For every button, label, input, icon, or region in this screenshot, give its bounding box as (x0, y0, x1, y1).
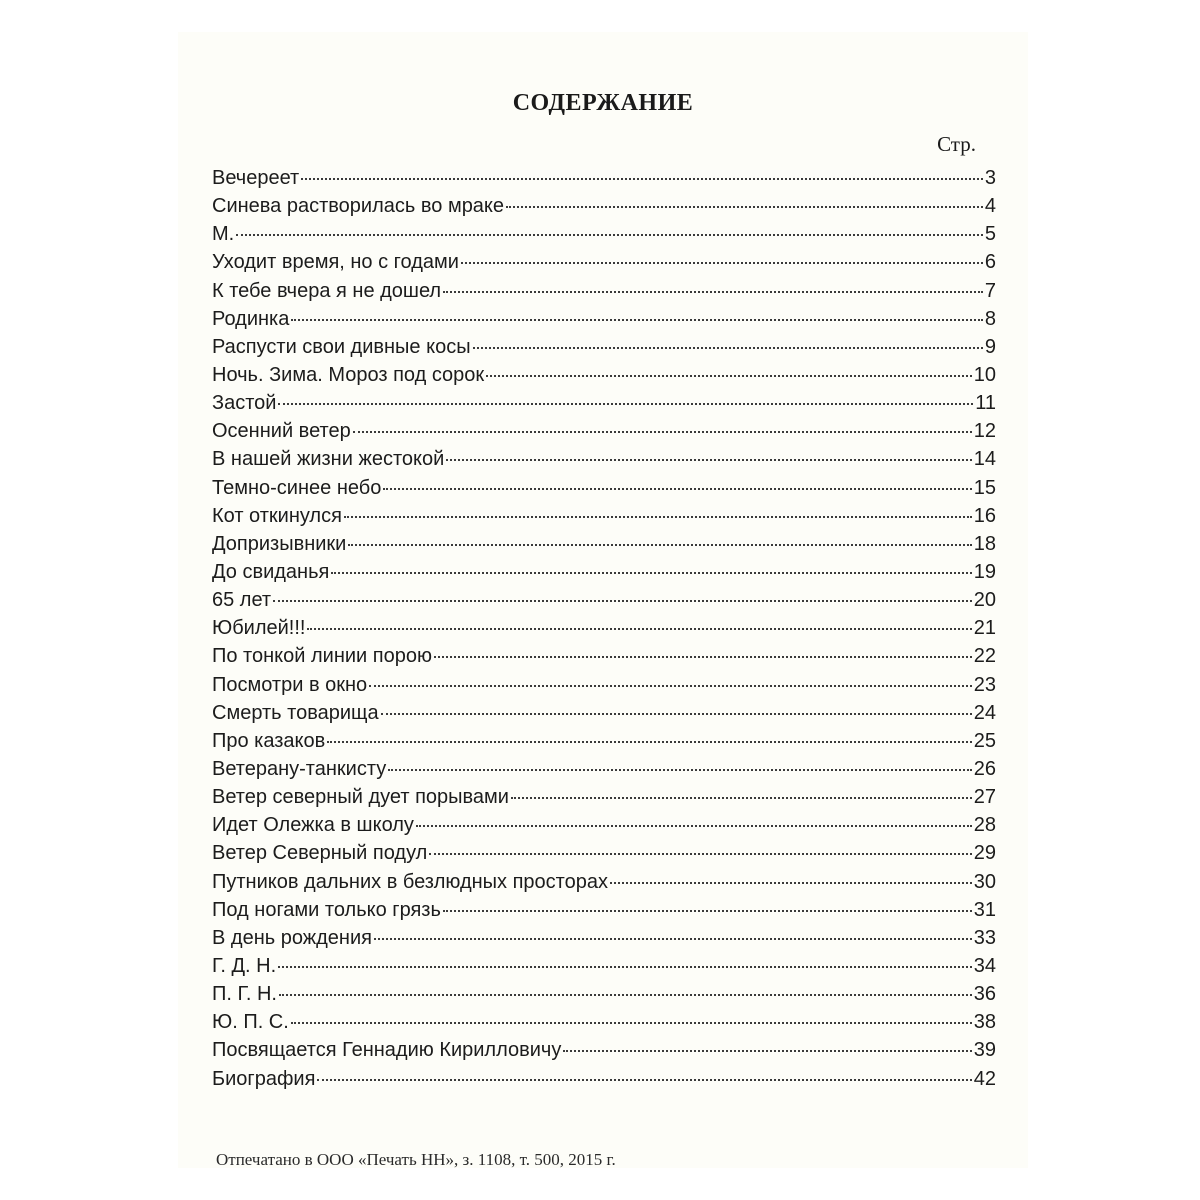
toc-entry (212, 783, 996, 811)
toc-entry-title: Ночь. Зима. Мороз под сорок (212, 363, 485, 386)
toc-entry-page-number: 14 (973, 448, 996, 471)
toc-entry-title: Посвящается Геннадию Кирилловичу (212, 1039, 562, 1062)
toc-entry-title: Темно-синее небо (212, 476, 382, 499)
toc-entry-title: 65 лет (212, 589, 272, 612)
toc-entry (212, 868, 996, 896)
toc-entry-page-number: 36 (973, 983, 996, 1006)
dot-leader (511, 797, 972, 799)
toc-entry (212, 361, 996, 389)
toc-entry-page-number: 24 (973, 701, 996, 724)
toc-entry-page-number: 21 (973, 617, 996, 640)
table-of-contents (212, 164, 996, 1093)
toc-entry-title: Синева растворилась во мраке (212, 195, 505, 218)
toc-entry-title: Биография (212, 1067, 316, 1090)
toc-entry-page-number: 29 (973, 842, 996, 865)
toc-entry-title: П. Г. Н. (212, 983, 277, 1006)
toc-entry-title: Застой (212, 392, 277, 415)
toc-entry (212, 530, 996, 558)
dot-leader (291, 319, 983, 321)
toc-entry (212, 474, 996, 502)
toc-entry-title: Ю. П. С. (212, 1011, 289, 1034)
toc-entry (212, 839, 996, 867)
toc-entry (212, 1065, 996, 1093)
toc-entry-page-number: 10 (973, 363, 996, 386)
toc-entry-title: Идет Олежка в школу (212, 814, 414, 837)
dot-leader (278, 966, 972, 968)
toc-entry-title: Посмотри в окно (212, 673, 368, 696)
dot-leader (429, 853, 971, 855)
toc-entry (212, 1036, 996, 1064)
toc-entry-title: По тонкой линии порою (212, 645, 432, 668)
toc-entry (212, 558, 996, 586)
dot-leader (416, 825, 972, 827)
toc-entry-page-number: 16 (973, 504, 996, 527)
toc-entry-page-number: 22 (973, 645, 996, 668)
toc-entry (212, 502, 996, 530)
dot-leader (301, 178, 983, 180)
toc-entry-page-number: 39 (973, 1039, 996, 1062)
toc-entry-page-number: 20 (973, 589, 996, 612)
toc-entry (212, 952, 996, 980)
toc-entry-title: Родинка (212, 307, 290, 330)
toc-entry (212, 980, 996, 1008)
dot-leader (443, 291, 983, 293)
dot-leader (434, 656, 972, 658)
toc-entry-title: К тебе вчера я не дошел (212, 279, 442, 302)
toc-entry (212, 586, 996, 614)
toc-entry (212, 1008, 996, 1036)
toc-entry (212, 248, 996, 276)
dot-leader (344, 516, 972, 518)
dot-leader (381, 713, 972, 715)
dot-leader (317, 1079, 971, 1081)
toc-entry-page-number: 28 (973, 814, 996, 837)
dot-leader (307, 628, 971, 630)
toc-entry (212, 671, 996, 699)
toc-entry (212, 811, 996, 839)
toc-entry-title: Допризывники (212, 532, 347, 555)
toc-entry (212, 445, 996, 473)
page-title: СОДЕРЖАНИЕ (512, 90, 694, 116)
toc-entry (212, 727, 996, 755)
toc-entry-page-number: 31 (973, 898, 996, 921)
toc-entry-page-number: 34 (973, 954, 996, 977)
toc-entry-page-number: 4 (984, 195, 996, 218)
dot-leader (273, 600, 972, 602)
dot-leader (353, 431, 972, 433)
toc-entry-title: Распусти свои дивные косы (212, 335, 471, 358)
toc-entry (212, 333, 996, 361)
dot-leader (473, 347, 983, 349)
toc-entry-page-number: 8 (984, 307, 996, 330)
toc-entry-page-number: 26 (973, 757, 996, 780)
dot-leader (563, 1050, 971, 1052)
dot-leader (327, 741, 971, 743)
dot-leader (461, 262, 983, 264)
toc-entry-title: В нашей жизни жестокой (212, 448, 445, 471)
toc-entry-page-number: 38 (973, 1011, 996, 1034)
toc-entry (212, 389, 996, 417)
toc-entry-page-number: 9 (984, 335, 996, 358)
toc-entry-page-number: 6 (984, 251, 996, 274)
book-page (178, 32, 1028, 1168)
toc-entry (212, 417, 996, 445)
dot-leader (446, 459, 971, 461)
dot-leader (486, 375, 972, 377)
toc-entry-page-number: 3 (984, 167, 996, 189)
toc-entry-page-number: 18 (973, 532, 996, 555)
toc-entry-title: Юбилей!!! (212, 617, 306, 640)
dot-leader (610, 882, 972, 884)
toc-entry-title: Кот откинулся (212, 504, 342, 527)
dot-leader (279, 994, 972, 996)
toc-entry-title: Про казаков (212, 729, 326, 752)
dot-leader (506, 206, 983, 208)
toc-entry-title: Г. Д. Н. (212, 954, 277, 977)
toc-entry (212, 220, 996, 248)
toc-entry (212, 924, 996, 952)
toc-entry-page-number: 23 (973, 673, 996, 696)
toc-entry-title: Смерть товарища (212, 701, 379, 724)
toc-entry (212, 614, 996, 642)
toc-entry-title: В день рождения (212, 926, 372, 949)
page-column-label: Стр. (937, 132, 976, 156)
toc-entry (212, 699, 996, 727)
toc-entry-title: М. (212, 223, 235, 246)
toc-entry-title: Осенний ветер (212, 420, 351, 443)
toc-entry (212, 277, 996, 305)
toc-entry-page-number: 11 (975, 392, 996, 415)
toc-entry-title: Ветерану-танкисту (212, 757, 387, 780)
imprint-line: Отпечатано в ООО «Печать НН», з. 1108, т. 500, 2015 г. (216, 1150, 616, 1169)
toc-entry-page-number: 42 (973, 1067, 996, 1090)
toc-entry (212, 305, 996, 333)
toc-entry (212, 896, 996, 924)
toc-entry-title: Ветер Северный подул (212, 842, 428, 865)
toc-entry (212, 642, 996, 670)
toc-entry-page-number: 19 (973, 560, 996, 583)
dot-leader (443, 910, 972, 912)
toc-entry-page-number: 27 (973, 786, 996, 809)
toc-entry (212, 755, 996, 783)
dot-leader (369, 685, 972, 687)
dot-leader (331, 572, 971, 574)
toc-entry-title: До свиданья (212, 560, 330, 583)
toc-entry-page-number: 5 (984, 223, 996, 246)
dot-leader (291, 1022, 972, 1024)
toc-entry-page-number: 7 (984, 279, 996, 302)
toc-entry-title: Вечереет (212, 167, 300, 189)
toc-entry-title: Путников дальних в безлюдных просторах (212, 870, 608, 893)
toc-entry-page-number: 15 (973, 476, 996, 499)
dot-leader (236, 234, 983, 236)
toc-entry-page-number: 12 (973, 420, 996, 443)
toc-entry-title: Уходит время, но с годами (212, 251, 459, 274)
toc-entry-page-number: 25 (973, 729, 996, 752)
toc-entry-page-number: 33 (973, 926, 996, 949)
toc-entry (212, 192, 996, 220)
dot-leader (348, 544, 971, 546)
toc-entry-title: Под ногами только грязь (212, 898, 441, 921)
toc-entry-title: Ветер северный дует порывами (212, 786, 509, 809)
toc-entry-page-number: 30 (973, 870, 996, 893)
dot-leader (388, 769, 972, 771)
dot-leader (374, 938, 972, 940)
toc-entry (212, 164, 996, 192)
dot-leader (383, 488, 971, 490)
dot-leader (278, 403, 973, 405)
